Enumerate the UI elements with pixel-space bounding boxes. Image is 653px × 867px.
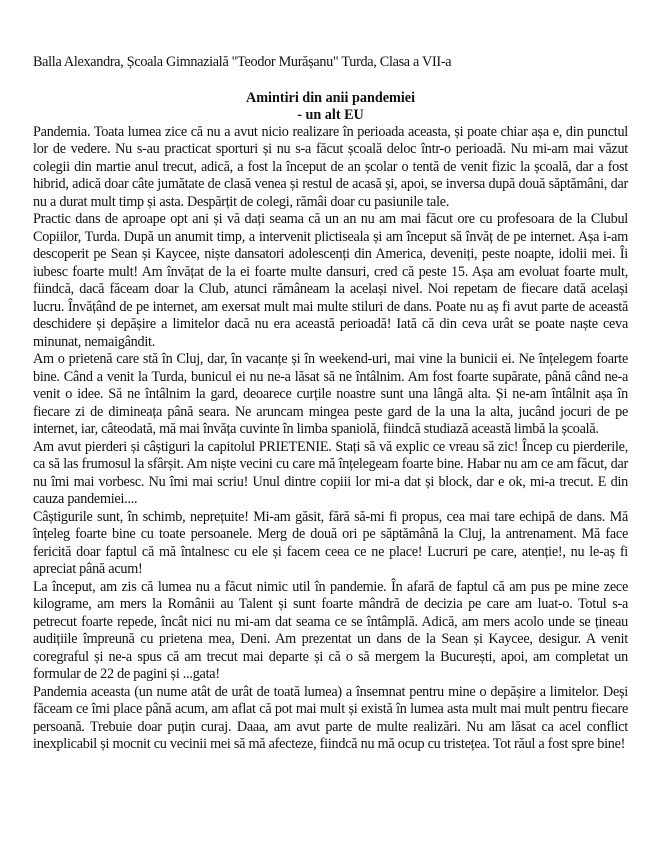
paragraph-3: Am o prietenă care stă în Cluj, dar, în vacanțe și în weekend-uri, mai vine la bunicii ei. Ne înțelegem foarte bine. Când a venit la Turda, bunicul ei nu ne-a lăsat să ne întâlnim. Am fost foarte supărate, până când ne-a venit o idee. Să ne întâlnim la gard, deoarece curțile noastre sunt una lângă alta. Și ne-am întâlnit așa în fiecare zi de dimineața până seara. Ne aruncam mingea peste gard de la una la alta, jucând jocuri de pe internet, iar, câteodată, mă mai învăța cuvinte în limba spaniolă, fiindcă studiază această limbă la școală. — [33, 351, 628, 437]
essay-subtitle: - un alt EU — [297, 106, 364, 123]
author-byline: Balla Alexandra, Școala Gimnazială "Teodor Murășanu" Turda, Clasa a VII-a — [33, 54, 452, 70]
paragraph-1: Pandemia. Toata lumea zice că nu a avut nicio realizare în perioada aceasta, și poate chiar așa e, din punctul lor de vedere. Nu s-au practicat sporturi și nu s-a făcut școală deloc într-o perioadă. Nu mi-am mai văzut colegii din martie anul trecut, adică, a fost la început de an școlar o tentă de venit fizic la școală, dar a fost hibrid, adică doar câte jumătate de clasă venea și restul de acasă și, apoi, se inversa după două săptămâni, dar nu a durat mult timp și asta. Despărțit de colegi, rămâi doar cu pasiunile tale. — [33, 123, 628, 210]
paragraph-5: Câștigurile sunt, în schimb, neprețuite! Mi-am găsit, fără să-mi fi propus, cea mai tare echipă de dans. Mă înțeleg foarte bine cu toate persoanele. Merg de două ori pe săptămână la Cluj, la antrenament. Mă face fericită doar faptul că mă întalnesc cu ele și facem ceea ce ne place! Lucruri pe care, atenție!, nu le-aș fi apreciat până acum! — [33, 508, 628, 577]
document-page — [33, 54, 628, 754]
paragraph-6: La început, am zis că lumea nu a făcut nimic util în pandemie. În afară de faptul că am pus pe mine zece kilograme, am mers la Românii au Talent și sunt foarte mândră de decizia pe care am luat-o. Totul s-a petrecut foarte repede, încât nici nu mi-am dat seama ce se întâmplă. Adică, am mers acolo unde se țineau audițiile împreună cu prietena mea, Deni. Am prezentat un dans de la Sean și Kaycee, desigur. A venit coregraful și ne-a spus că am trecut mai departe și că o să mergem la București, apoi, am completat un formular de 22 de pagini și ...gata! — [33, 578, 628, 682]
paragraph-7: Pandemia aceasta (un nume atât de urât de toată lumea) a însemnat pentru mine o depășire a limitelor. Deși făceam ce îmi place până acum, am aflat că pot mai mult și există în lumea asta mult mai mult pentru fiecare persoană. Trebuie doar puțin curaj. Daaa, am avut parte de multe realizări. Nu am lăsat ca acel conflict inexplicabil și mocnit cu vecinii mei să mă afecteze, fiindcă nu mă ocup cu tristețea. Tot răul a fost spre bine! — [33, 683, 628, 752]
paragraph-4: Am avut pierderi și câștiguri la capitolul PRIETENIE. Stați să vă explic ce vreau să zic! Încep cu pierderile, ca să las frumosul la sfârșit. Am niște vecini cu care mă înțelegeam foarte bine. Habar nu am ce am făcut, dar nu îmi mai vorbesc. Nu îmi mai scriu! Unul dintre copiii lor mi-a dat și block, dar e ok, mi-a trecut. E din cauza pandemiei.... — [33, 438, 628, 507]
essay-title: Amintiri din anii pandemiei — [245, 89, 416, 106]
paragraph-2: Practic dans de aproape opt ani și vă dați seama că un an nu am mai făcut ore cu profesoara de la Clubul Copiilor, Turda. După un anumit timp, a intervenit plictiseala și am început să învăț de pe internet. Așa i-am descoperit pe Sean și Kaycee, niște dansatori adolescenți din America, deveniți, peste noapte, idolii mei. Îi iubesc foarte mult! Am învățat de la ei foarte multe dansuri, cred că peste 15. Așa am evoluat foarte mult, fiindcă, dacă făceam doar la Club, atunci rămâneam la același nivel. Noi repetam de fiecare dată același lucru. Învățând de pe internet, am exersat mult mai multe stiluri de dans. Poate nu aș fi avut parte de această deschidere și depășire a limitelor dacă nu era această perioadă! Iată că din ceva urât se poate naște ceva minunat, nemaigândit. — [33, 211, 628, 350]
